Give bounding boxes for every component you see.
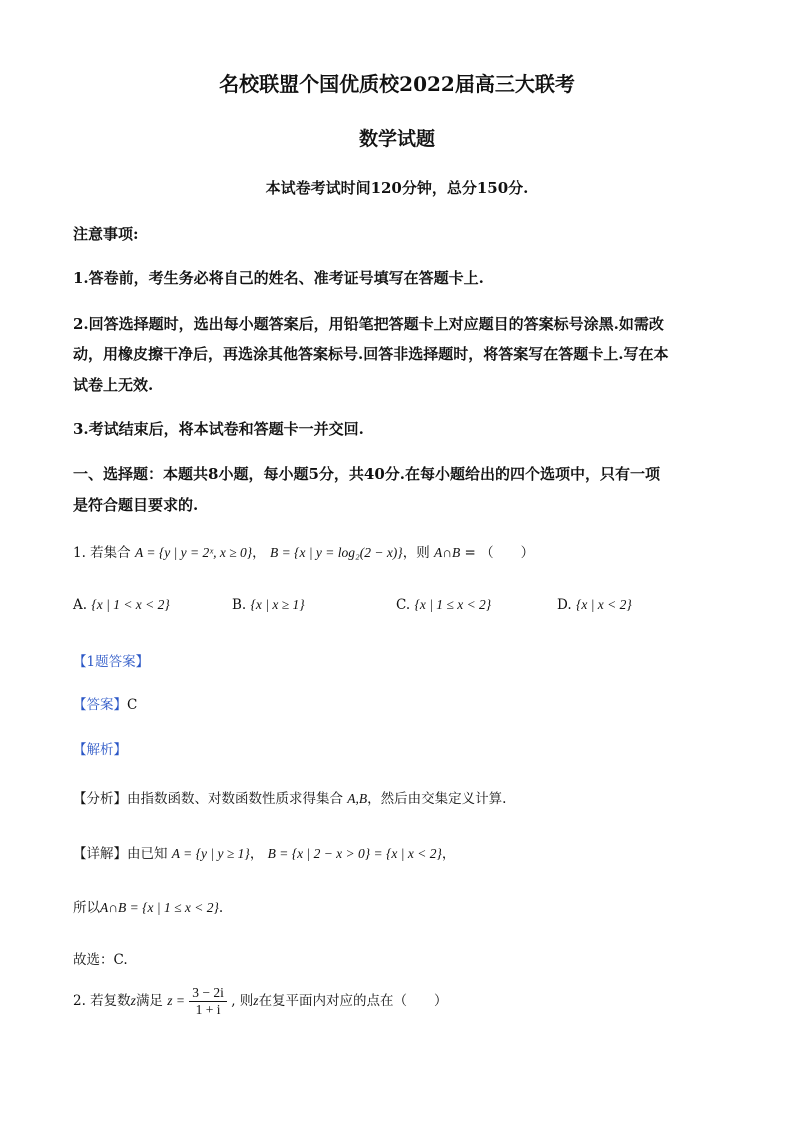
exam-time-note: 本试卷考试时间120分钟，总分150分. [265,179,529,197]
q2-prefix: 2. 若复数 [73,993,131,1009]
q1-detail-set-a: A = {y | y ≥ 1} [171,846,250,861]
q1-detail-set-b: B = {x | 2 − x > 0} = {x | x < 2} [267,846,442,861]
q1-fenxi-end: ，然后由交集定义计算. [367,791,507,807]
q1-answer-line [73,693,137,713]
q1-option-a-value: {x | 1 < x < 2} [91,597,170,612]
q1-option-c-value: {x | 1 ≤ x < 2} [414,597,492,612]
section-1-line-2: 是符合题目要求的. [73,496,199,514]
q1-option-c-label: C. [396,597,411,613]
q1-option-d-value: {x | x < 2} [575,597,632,612]
section-1-line-1: 一、选择题：本题共8小题，每小题5分，共40分.在每小题给出的四个选项中，只有一项 [73,465,660,483]
q1-fenxi-text: 由指数函数、对数函数性质求得集合 [127,791,343,807]
q1-fenxi-tag: 【分析】 [73,791,127,807]
q1-suffix: = （ ） [460,545,535,561]
q1-sep: ， [252,545,266,561]
q1-intersection: A∩B [434,545,461,560]
question-2-stem [73,985,448,1018]
q1-analysis-tag: 【解析】 [73,742,127,758]
q1-answer-tag: 【答案】 [73,697,127,713]
q1-option-b-value: {x | x ≥ 1} [250,597,305,612]
exam-subtitle: 数学试题 [358,128,435,150]
note-2-line-2: 动，用橡皮擦干净后，再选涂其他答案标号.回答非选择题时，将答案写在答题卡上.写在本 [73,345,669,363]
q1-option-b-label: B. [232,597,247,613]
q1-so-end: . [218,900,224,916]
q1-so-line [73,896,223,916]
q1-then: ，则 [402,545,430,561]
q1-prefix: 1. 若集合 [73,545,131,561]
q1-detail-line [73,842,455,862]
q1-option-a [73,597,170,613]
q2-denominator: 1 + i [195,1002,221,1017]
q1-detail-mid: ， [249,846,264,862]
q2-then: , 则 [231,993,254,1009]
q2-lhs: z = [167,993,185,1008]
q1-detail-end: ， [441,846,456,862]
notes-heading: 注意事项: [73,225,139,243]
q2-z-2: z [253,993,259,1008]
q1-so-pre: 所以 [73,900,100,916]
q1-answer-value: C [127,697,138,713]
note-2-line-3: 试卷上无效. [73,376,154,394]
q1-choose-line: 故选：C. [73,952,128,968]
exam-title: 名校联盟个国优质校2022届高三大联考 [219,72,575,96]
q1-detail-tag: 【详解】 [73,846,127,862]
note-2-line-1: 2.回答选择题时，选出每小题答案后，用铅笔把答题卡上对应题目的答案标号涂黑.如需改 [73,315,664,333]
q1-option-d [557,597,632,613]
q2-numerator: 3 − 2i [189,985,227,1002]
q2-mid: 满足 [135,993,163,1009]
q1-fenxi-sets: A,B [347,791,368,806]
q1-fenxi-line [73,787,506,807]
q2-fraction [189,985,227,1018]
q1-detail-pre: 由已知 [127,846,168,862]
question-1-stem [73,541,534,561]
q2-suffix: 在复平面内对应的点在（ ） [258,993,448,1009]
q1-option-d-label: D. [557,597,572,613]
q1-set-b: B = {x | y = log₂(2 − x)} [269,545,403,560]
q1-set-a: A = {y | y = 2ˣ, x ≥ 0} [134,545,253,560]
q1-option-a-label: A. [73,597,88,613]
q1-answer-block-tag: 【1题答案】 [73,654,150,670]
q1-option-c [396,597,491,613]
note-1: 1.答卷前，考生务必将自己的姓名、准考证号填写在答题卡上. [73,269,484,287]
q2-z: z [130,993,136,1008]
q1-so-expr: A∩B = {x | 1 ≤ x < 2} [100,900,219,915]
q1-option-b [232,597,305,613]
note-3: 3.考试结束后，将本试卷和答题卡一并交回. [73,420,364,438]
